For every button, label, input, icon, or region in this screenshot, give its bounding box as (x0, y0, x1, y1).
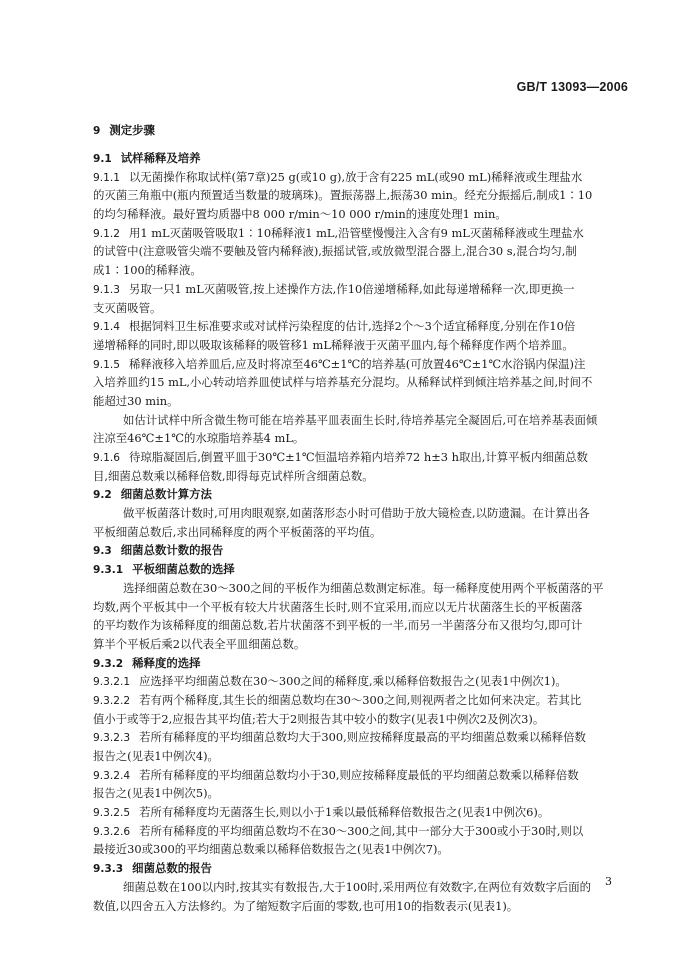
clause-text: 选择细菌总数在30～300之间的平板作为细菌总数测定标准。每一稀释度使用两个平板菌落的平 (123, 580, 604, 595)
clause-text: 平板细菌总数后,求出同稀释度的两个平板菌落的平均值。 (93, 524, 382, 539)
paragraph-line (93, 168, 625, 187)
clause-text: 的试管中(注意吸管尖端不要触及管内稀释液),振摇试管,或放微型混合器上,混合30 s,混合均匀,制 (93, 244, 577, 259)
section-heading (93, 118, 625, 142)
clause-text: 成1∶100的稀释液。 (93, 263, 202, 278)
paragraph-line (93, 317, 625, 336)
clause-text: 以无菌操作称取试样(第7章)25 g(或10 g),放于含有225 mL(或90 mL)稀释液或生理盐水 (128, 169, 583, 184)
paragraph-line (93, 691, 625, 710)
paragraph-line (93, 242, 625, 261)
paragraph-line (93, 598, 625, 617)
clause-text: 若有两个稀释度,其生长的细菌总数均在30～300之间,则视两者之比如何来决定。若其比 (139, 692, 582, 707)
paragraph-line (93, 336, 625, 355)
paragraph-line (93, 355, 625, 374)
clause-text: 细菌总数在100以内时,按其实有数报告,大于100时,采用两位有效数字,在两位有效数字后面的 (123, 879, 592, 894)
clause-text: 递增稀释的同时,即以吸取该稀释的吸管移1 mL稀释液于灭菌平皿内,每个稀释度作两个培养皿。 (93, 337, 574, 352)
clause-number: 9.1.6 (93, 452, 120, 464)
clause-text: 的平均数作为该稀释度的细菌总数,若片状菌落不到平板的一半,而另一半菌落分布又很均匀,即可计 (93, 618, 583, 633)
page-number: 3 (605, 875, 612, 888)
standard-number: GB/T 13093—2006 (516, 80, 628, 94)
clause-text: 值小于或等于2,应报告其平均值;若大于2则报告其中较小的数字(见表1中例次2及例次3)。 (93, 711, 545, 726)
clause-text: 最接近30或300的平均细菌总数乘以稀释倍数报告之(见表1中例次7)。 (93, 842, 449, 857)
clause-number: 9.3.2.1 (93, 676, 131, 689)
clause-text: 均数,两个平板其中一个平板有较大片状菌落生长时,则不宜采用,而应以无片状菌落生长的平板菌落 (93, 599, 583, 614)
clause-text: 入培养皿约15 mL,小心转动培养皿使试样与培养基充分混均。从稀释试样到倾注培养基之间,时间不 (93, 375, 593, 390)
paragraph-line (93, 186, 625, 205)
clause-text: 待琼脂凝固后,倒置平皿于30℃±1℃恒温培养箱内培养72 h±3 h取出,计算平板内细菌总数 (128, 450, 588, 464)
clause-text: 平板细菌总数的选择 (132, 562, 235, 577)
paragraph-line (93, 784, 625, 803)
subsection-heading (93, 485, 625, 504)
paragraph-line (93, 672, 625, 691)
clause-text: 若所有稀释度均无菌落生长,则以小于1乘以最低稀释倍数报告之(见表1中例次6)。 (139, 805, 550, 820)
clause-text: 细菌总数计数的报告 (120, 543, 224, 558)
clause-number: 9.1.4 (93, 321, 120, 334)
clause-number: 9.3.1 (93, 564, 124, 577)
subsection-heading (93, 560, 625, 579)
paragraph-line (93, 467, 625, 486)
paragraph-line (93, 373, 625, 392)
clause-text: 如估计试样中所含微生物可能在培养基平皿表面生长时,待培养基完全凝固后,可在培养基表面倾 (123, 412, 598, 427)
clause-text: 稀释液移入培养皿后,应及时将凉至46℃±1℃的培养基(可放置46℃±1℃水浴锅内保温)注 (128, 356, 586, 371)
paragraph-line (93, 523, 625, 542)
clause-text: 报告之(见表1中例次5)。 (93, 786, 219, 801)
clause-text: 用1 mL灭菌吸管吸取1∶10稀释液1 mL,沿管壁慢慢注入含有9 mL灭菌稀释液或生理盐水 (128, 225, 584, 240)
paragraph-line (93, 635, 625, 654)
clause-text: 的灭菌三角瓶中(瓶内预置适当数量的玻璃珠)。置振荡器上,振荡30 min。经充分振摇后,制成1∶10 (93, 188, 593, 203)
clause-number: 9.3.2.2 (93, 694, 131, 707)
clause-text: 若所有稀释度的平均细菌总数均大于300,则应按稀释度最高的平均细菌总数乘以稀释倍数 (139, 730, 586, 745)
clause-number: 9.3 (93, 545, 112, 558)
paragraph-line (93, 280, 625, 299)
paragraph-line (93, 261, 625, 280)
paragraph-line (93, 840, 625, 859)
clause-text: 注凉至46℃±1℃的水琼脂培养基4 mL。 (93, 431, 305, 446)
paragraph-line (93, 822, 625, 841)
clause-number: 9.3.2.5 (93, 807, 131, 820)
paragraph-line (93, 411, 625, 430)
document-body (93, 118, 625, 915)
clause-text: 细菌总数计算方法 (120, 487, 212, 502)
paragraph-line (93, 392, 625, 411)
clause-text: 数值,以四舍五入方法修约。为了缩短数字后面的零数,也可用10的指数表示(见表1)。 (93, 898, 519, 913)
subsection-heading (93, 654, 625, 673)
paragraph-line (93, 224, 625, 243)
subsection-heading (93, 149, 625, 168)
clause-number: 9.1.2 (93, 227, 120, 240)
paragraph-line (93, 803, 625, 822)
clause-text: 稀释度的选择 (132, 655, 201, 670)
clause-number: 9.3.3 (93, 863, 124, 876)
clause-text: 测定步骤 (109, 123, 155, 137)
paragraph-line (93, 429, 625, 448)
clause-text: 应选择平均细菌总数在30～300之间的稀释度,乘以稀释倍数报告之(见表1中例次1)。 (139, 674, 567, 689)
paragraph-line (93, 448, 625, 467)
clause-text: 报告之(见表1中例次4)。 (93, 749, 219, 763)
paragraph-line (93, 299, 625, 318)
clause-number: 9.1.1 (93, 171, 120, 184)
subsection-heading (93, 859, 625, 878)
clause-text: 支灭菌吸管。 (93, 300, 162, 315)
clause-text: 的均匀稀释液。最好置均质器中8 000 r/min～10 000 r/min的速度处理1 min。 (93, 207, 507, 222)
paragraph-line (93, 205, 625, 224)
clause-number: 9.3.2.4 (93, 769, 131, 782)
clause-number: 9.3.2 (93, 657, 124, 670)
paragraph-line (93, 504, 625, 523)
clause-text: 算半个平板后乘2以代表全平皿细菌总数。 (93, 636, 306, 651)
paragraph-line (93, 728, 625, 747)
paragraph-line (93, 897, 625, 916)
clause-text: 根据饲料卫生标准要求或对试样污染程度的估计,选择2个～3个适宜稀释度,分别在作10倍 (128, 319, 576, 334)
paragraph-line (93, 878, 625, 897)
clause-text: 另取一只1 mL灭菌吸管,按上述操作方法,作10倍递增稀释,如此每递增稀释一次,即更换一 (128, 281, 575, 296)
clause-number: 9.1.3 (93, 283, 120, 296)
clause-text: 细菌总数的报告 (132, 861, 212, 876)
clause-text: 若所有稀释度的平均细菌总数均不在30～300之间,其中一部分大于300或小于30时,则以 (139, 823, 584, 838)
paragraph-line (93, 766, 625, 785)
clause-text: 做平板菌落计数时,可用肉眼观察,如菌落形态小时可借助于放大镜检查,以防遗漏。在计算出各 (123, 506, 590, 521)
clause-text: 能超过30 min。 (93, 393, 179, 408)
clause-number: 9.1 (93, 153, 112, 165)
clause-number: 9 (93, 125, 101, 137)
clause-number: 9.3.2.6 (93, 825, 131, 838)
clause-number: 9.3.2.3 (93, 732, 131, 745)
clause-text: 若所有稀释度的平均细菌总数均小于30,则应按稀释度最低的平均细菌总数乘以稀释倍数 (139, 767, 579, 782)
paragraph-line (93, 710, 625, 729)
clause-number: 9.2 (93, 489, 112, 502)
subsection-heading (93, 541, 625, 560)
clause-number: 9.1.5 (93, 358, 120, 371)
paragraph-line (93, 579, 625, 598)
paragraph-line (93, 747, 625, 766)
clause-text: 试样稀释及培养 (120, 151, 201, 165)
clause-text: 目,细菌总数乘以稀释倍数,即得每克试样所含细菌总数。 (93, 468, 374, 483)
paragraph-line (93, 616, 625, 635)
